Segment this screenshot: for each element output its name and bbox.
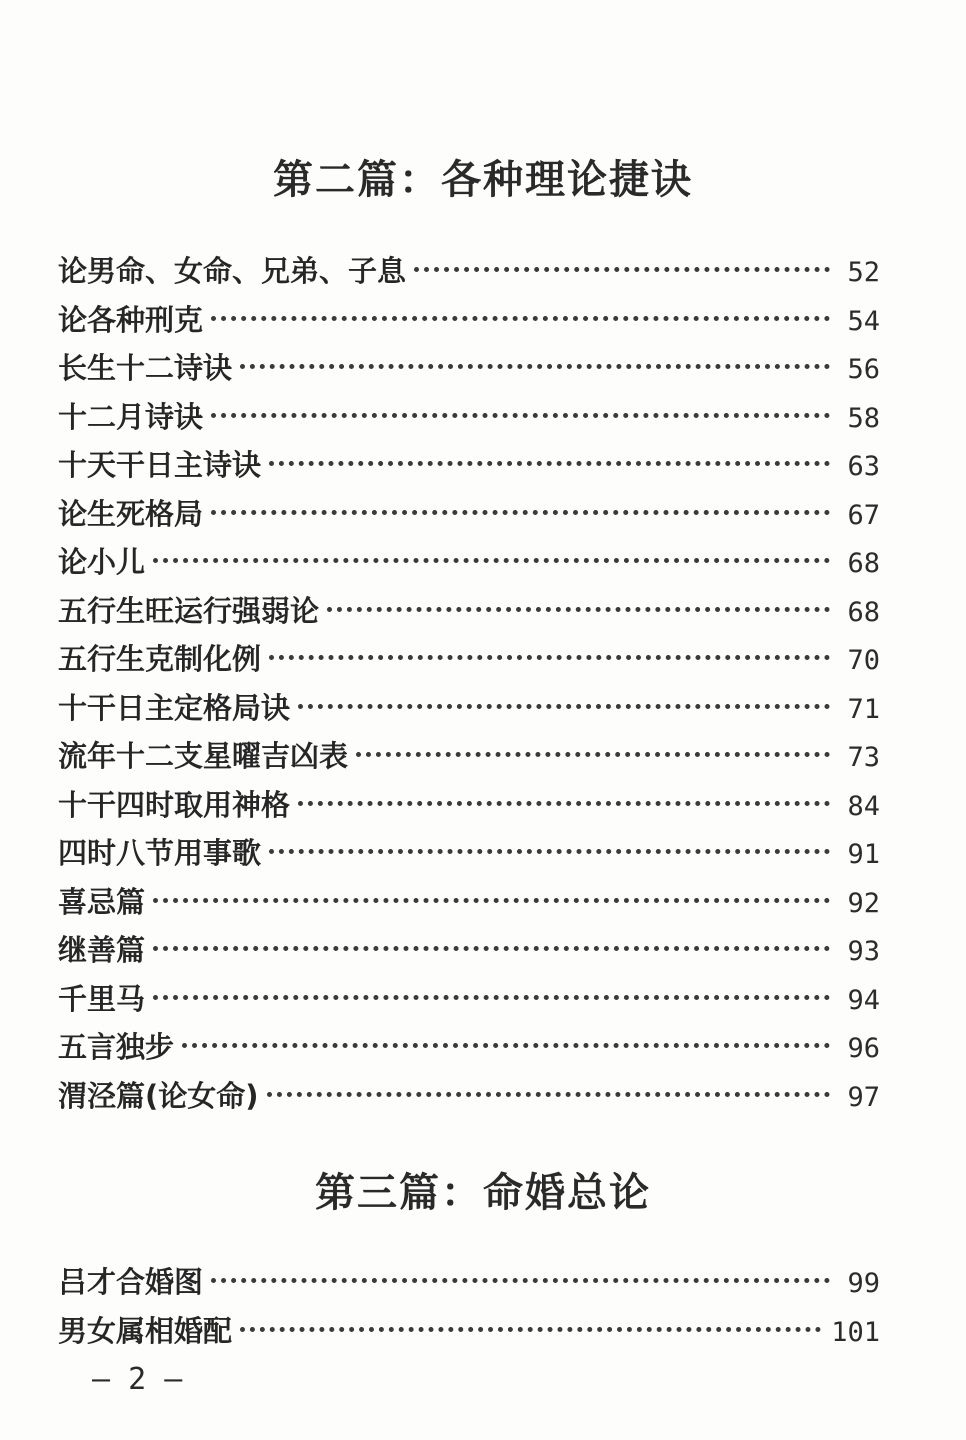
section-title-3: 第三篇：命婚总论 bbox=[315, 1170, 651, 1216]
toc-entry-page: 54 bbox=[847, 305, 880, 337]
toc-entry bbox=[58, 1072, 880, 1121]
dot-leader bbox=[298, 704, 830, 709]
toc-entry-page: 70 bbox=[847, 645, 880, 676]
dot-leader bbox=[267, 1092, 830, 1097]
toc-entry-page: 71 bbox=[847, 693, 880, 725]
toc-entry-page: 52 bbox=[847, 257, 880, 288]
toc-entry-title: 十干日主定格局诀 bbox=[58, 690, 291, 725]
toc-entry-page: 84 bbox=[847, 790, 880, 822]
toc-entry-title: 四时八节用事歌 bbox=[58, 836, 262, 870]
toc-entry bbox=[58, 490, 880, 539]
dot-leader bbox=[153, 995, 830, 1000]
toc-entry bbox=[58, 732, 880, 781]
toc-entry bbox=[58, 684, 880, 733]
toc-entry-page: 68 bbox=[847, 596, 880, 628]
toc-entry-page: 58 bbox=[847, 402, 880, 434]
toc-entry-title: 五行生克制化例 bbox=[58, 642, 262, 676]
toc-entry-title: 五言独步 bbox=[58, 1030, 175, 1064]
toc-entry bbox=[58, 1307, 880, 1356]
toc-entry-title: 论各种刑克 bbox=[58, 302, 204, 337]
toc-entry bbox=[58, 878, 880, 927]
toc-entry-title: 论小儿 bbox=[58, 545, 146, 579]
dot-leader bbox=[211, 413, 830, 418]
toc-entry-title: 长生十二诗诀 bbox=[58, 351, 233, 385]
toc-entry bbox=[58, 781, 880, 830]
toc-entry-title: 继善篇 bbox=[58, 933, 146, 967]
dot-leader bbox=[356, 752, 830, 757]
toc-entry bbox=[58, 393, 880, 442]
toc-entry-title: 论男命、女命、兄弟、子息 bbox=[58, 254, 407, 288]
dot-leader bbox=[269, 461, 830, 466]
toc-list-section-3 bbox=[58, 1258, 880, 1355]
toc-entry-page: 92 bbox=[847, 887, 880, 919]
dot-leader bbox=[182, 1043, 830, 1048]
dot-leader bbox=[269, 655, 830, 660]
toc-entry-title: 十干四时取用神格 bbox=[58, 787, 291, 822]
toc-entry-page: 93 bbox=[847, 936, 880, 967]
toc-entry-page: 56 bbox=[847, 354, 880, 385]
toc-entry-title: 吕才合婚图 bbox=[58, 1265, 204, 1299]
toc-entry-title: 千里马 bbox=[58, 981, 146, 1016]
toc-entry-page: 101 bbox=[831, 1316, 880, 1348]
toc-entry bbox=[58, 344, 880, 393]
toc-entry-title: 论生死格局 bbox=[58, 496, 204, 531]
toc-entry bbox=[58, 587, 880, 636]
dot-leader bbox=[153, 558, 830, 563]
toc-entry bbox=[58, 829, 880, 878]
dot-leader bbox=[153, 946, 830, 951]
toc-entry bbox=[58, 926, 880, 975]
dot-leader bbox=[211, 1278, 830, 1283]
dot-leader bbox=[269, 849, 830, 854]
toc-entry-title: 流年十二支星曜吉凶表 bbox=[58, 739, 349, 773]
toc-entry-title: 十天干日主诗诀 bbox=[58, 448, 262, 482]
page-number: — 2 — bbox=[92, 1362, 183, 1397]
toc-entry-page: 94 bbox=[847, 984, 880, 1016]
toc-entry-page: 97 bbox=[847, 1081, 880, 1113]
toc-entry-title: 五行生旺运行强弱论 bbox=[58, 593, 320, 628]
dot-leader bbox=[240, 1327, 821, 1332]
toc-entry-title: 喜忌篇 bbox=[58, 884, 146, 919]
toc-entry bbox=[58, 247, 880, 296]
toc-entry-page: 99 bbox=[847, 1268, 880, 1299]
toc-entry bbox=[58, 1023, 880, 1072]
toc-entry-page: 91 bbox=[847, 839, 880, 870]
toc-entry-title: 十二月诗诀 bbox=[58, 399, 204, 434]
toc-list-section-2 bbox=[58, 247, 880, 1120]
section-title-2: 第二篇：各种理论捷诀 bbox=[273, 157, 693, 203]
dot-leader bbox=[153, 898, 830, 903]
toc-entry-page: 63 bbox=[847, 451, 880, 482]
toc-entry-page: 67 bbox=[847, 499, 880, 531]
toc-entry-page: 96 bbox=[847, 1033, 880, 1064]
dot-leader bbox=[414, 267, 830, 272]
dot-leader bbox=[240, 364, 830, 369]
toc-entry bbox=[58, 441, 880, 490]
dot-leader bbox=[211, 316, 830, 321]
toc-entry-title: 男女属相婚配 bbox=[58, 1313, 233, 1348]
dot-leader bbox=[327, 607, 830, 612]
dot-leader bbox=[211, 510, 830, 515]
toc-entry bbox=[58, 296, 880, 345]
toc-entry bbox=[58, 538, 880, 587]
toc-entry bbox=[58, 1258, 880, 1307]
toc-entry bbox=[58, 975, 880, 1024]
toc-entry-page: 73 bbox=[847, 742, 880, 773]
dot-leader bbox=[298, 801, 830, 806]
toc-entry bbox=[58, 635, 880, 684]
toc-entry-page: 68 bbox=[847, 548, 880, 579]
toc-entry-title: 渭泾篇(论女命) bbox=[58, 1078, 259, 1113]
